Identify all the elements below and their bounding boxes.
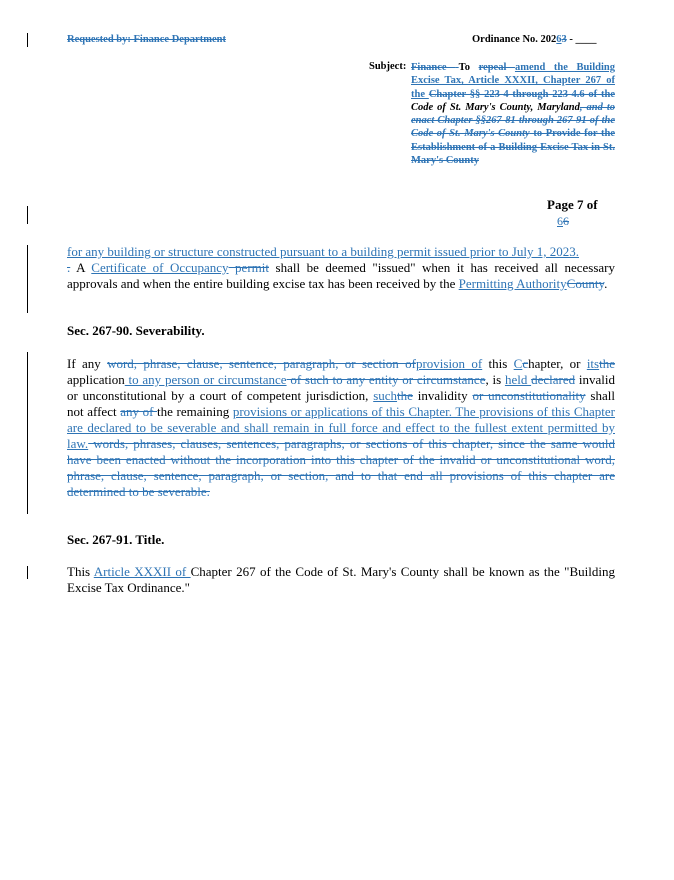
requested-by bbox=[67, 34, 226, 45]
subject-block: Finance -To repeal amend the Building Excise Tax, Article XXXII, Chapter 267 of the Chapter §§ 223-4 through 223-4.6 of the Code of St. Mary's County, Maryland, and to enact Chapter §§267-81 through 267-91 of the Code of St. Mary's County to Provide for the Establishment of a Building Excise Tax in St. Mary's County bbox=[411, 62, 615, 167]
paragraph-title: This Article XXXII of Chapter 267 of the Code of St. Mary's County shall be known as the "Building Excise Tax Ordinance." bbox=[67, 564, 615, 595]
change-bar bbox=[27, 566, 28, 579]
change-bar bbox=[27, 206, 28, 224]
change-bar bbox=[27, 352, 28, 514]
requested-by-text: Requested by: Finance Department bbox=[67, 34, 226, 45]
change-bar bbox=[27, 33, 28, 47]
subject-label: Subject: bbox=[369, 61, 407, 72]
change-bar bbox=[27, 245, 28, 313]
section-heading-severability: Sec. 267-90. Severability. bbox=[67, 323, 205, 338]
paragraph-severability: If any word, phrase, clause, sentence, paragraph, or section ofprovision of this Cchapter, or itsthe application to any person or circumstance of such to any entity or circumstance, is held declared invalid or unconstitutional by a court of competent jurisdiction, suchthe invalidity or unconstitutionality shall not affect any of the remaining provisions or applications of this Chapter. The provisions of this Chapter are declared to be severable and shall remain in full force and effect to the fullest extent permitted by law. words, phrases, clauses, sentences, paragraphs, or sections of this chapter, since the same would have been enacted without the incorporation into this chapter of the invalid or unconstitutional word, phrase, clause, sentence, paragraph, or section, and to that end all provisions of this chapter are determined to be severable. bbox=[67, 356, 615, 499]
paragraph-issuance: for any building or structure constructed pursuant to a building permit issued prior to July 1, 2023. . A Certificate of Occupancy permit shall be deemed "issued" when it has received all necessary approvals and when the entire building excise tax has been received by the Permitting AuthorityCounty. bbox=[67, 244, 615, 291]
section-heading-title: Sec. 267-91. Title. bbox=[67, 532, 165, 547]
page-total: 66 bbox=[557, 214, 569, 228]
ordinance-number: Ordinance No. 20263 - ____ bbox=[472, 34, 597, 45]
page-number: Page 7 of bbox=[547, 197, 598, 212]
